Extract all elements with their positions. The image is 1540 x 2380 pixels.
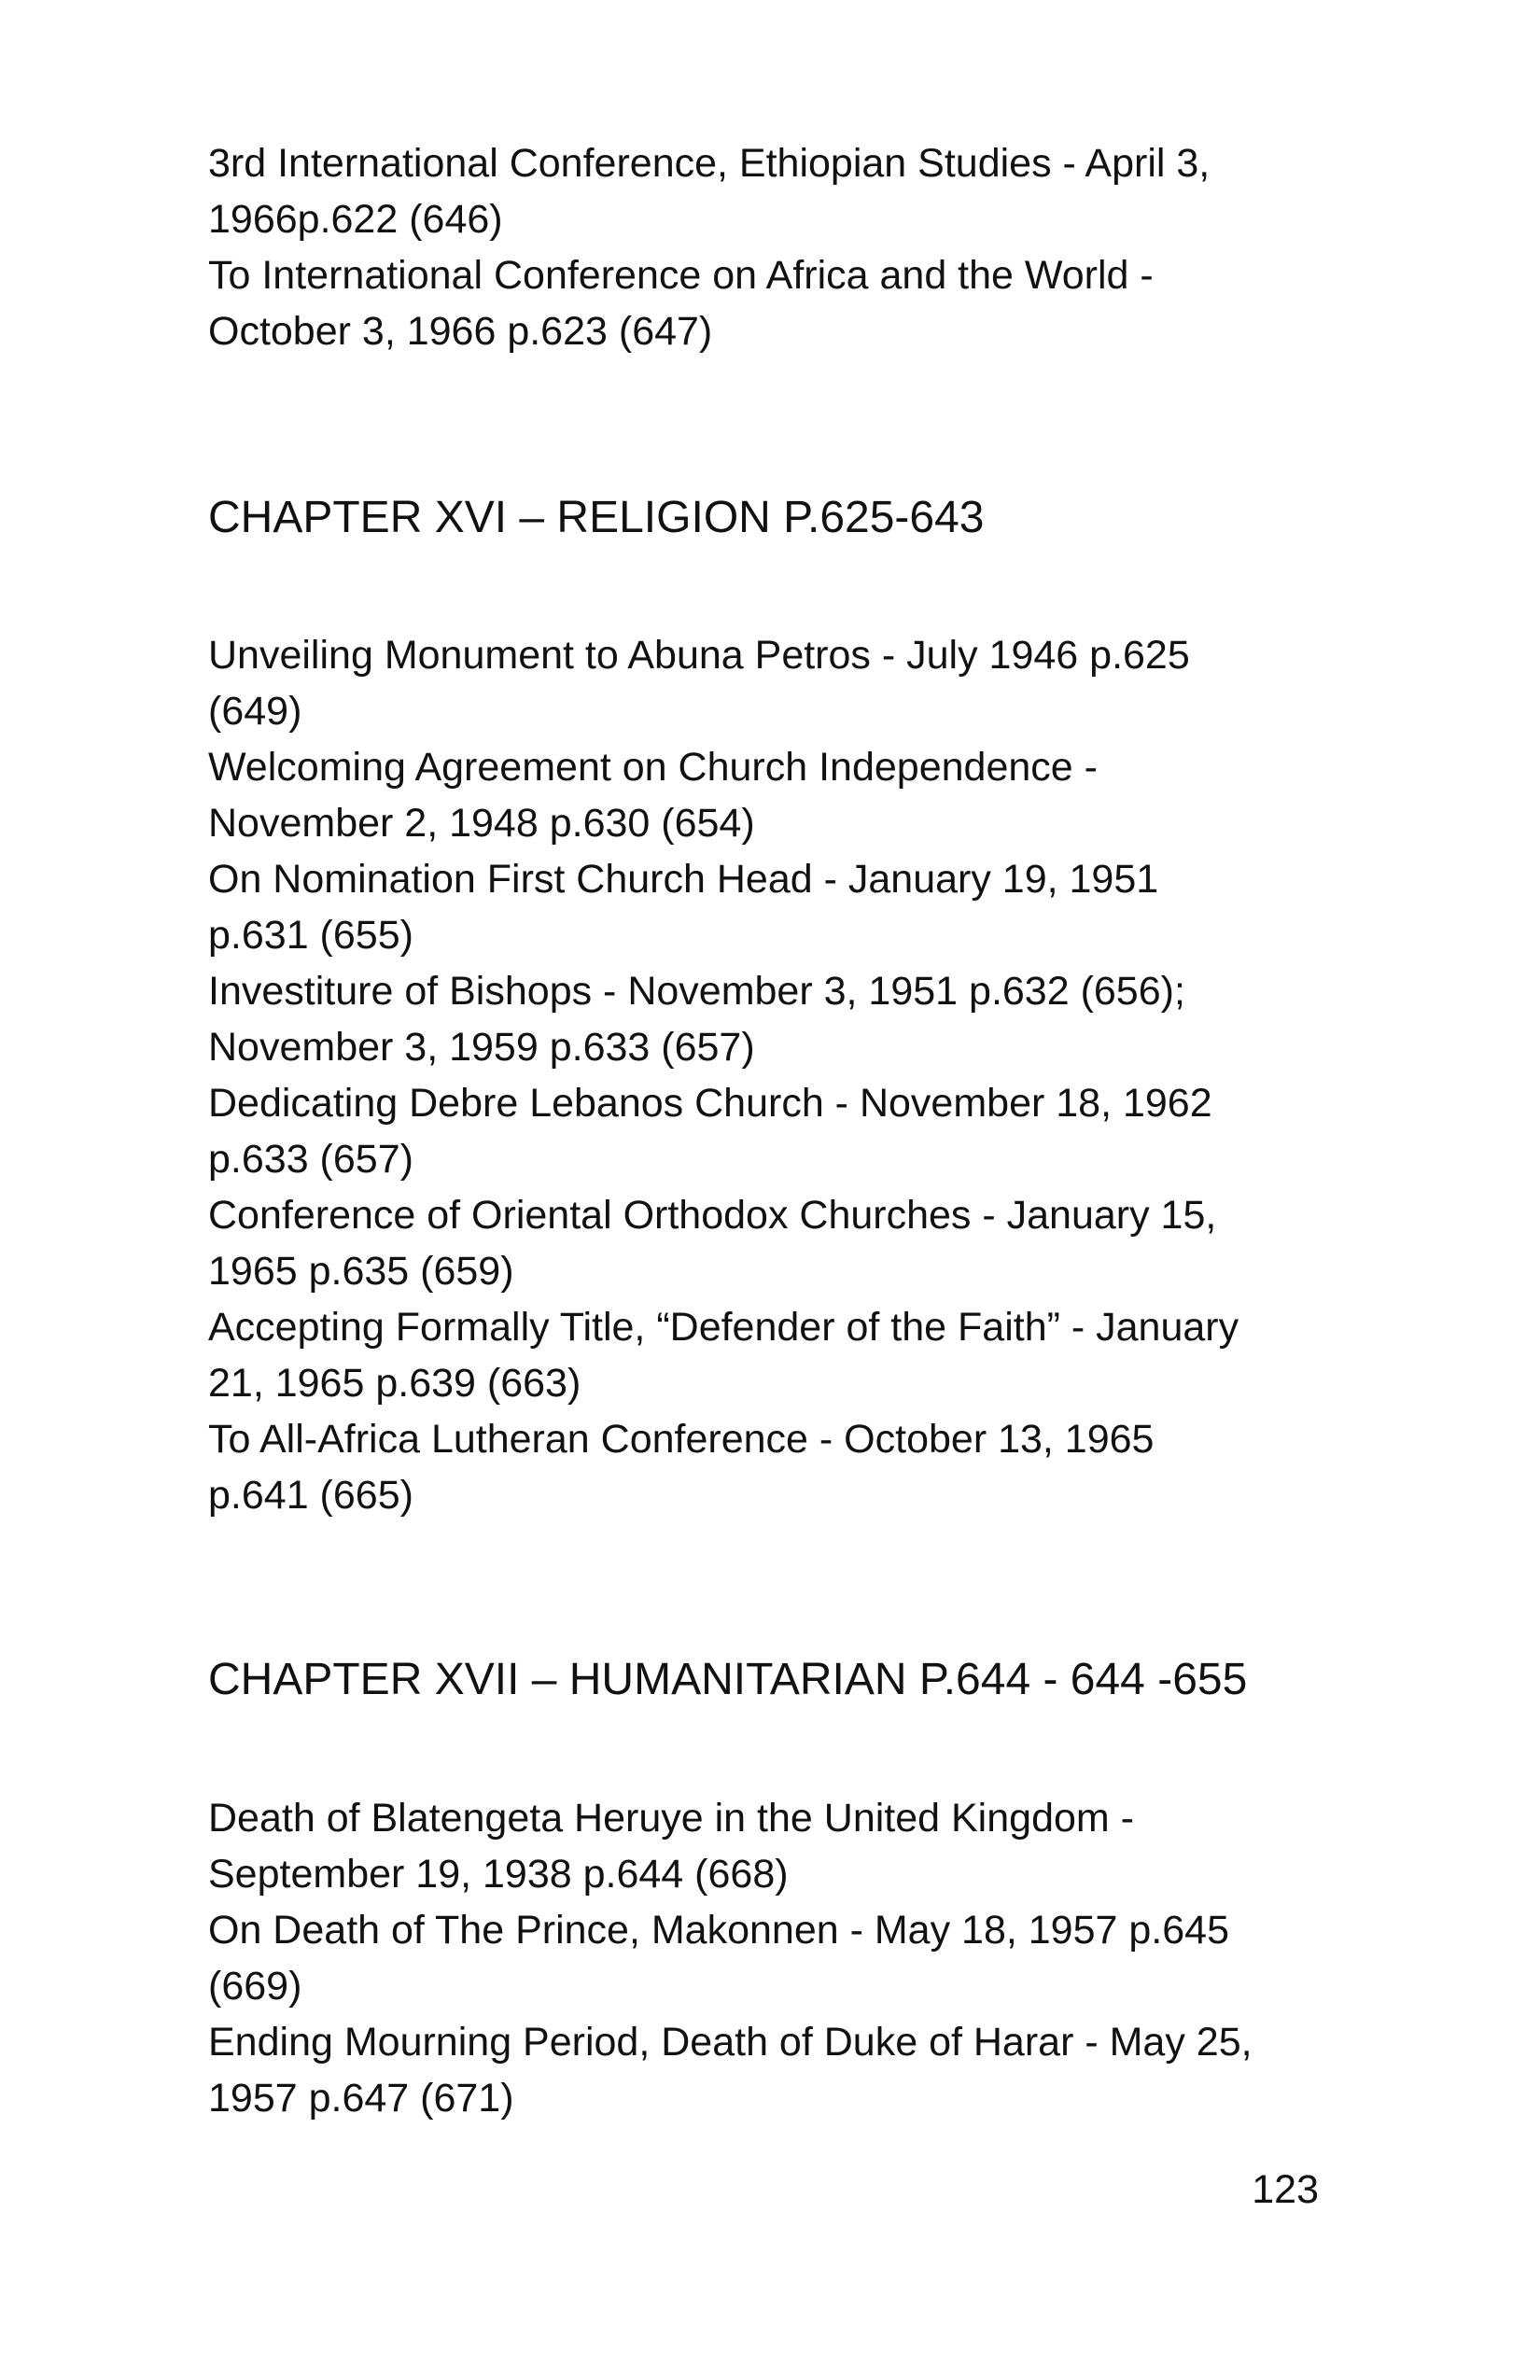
entry-line: Dedicating Debre Lebanos Church - November 18, 1962	[208, 1081, 1212, 1126]
chapter16-entries	[208, 627, 1365, 1523]
entry-line: November 3, 1959 p.633 (657)	[208, 1025, 755, 1070]
entry-line: November 2, 1948 p.630 (654)	[208, 801, 755, 846]
entry-line: On Nomination First Church Head - January 19, 1951	[208, 857, 1159, 902]
entry-line: Death of Blatengeta Heruye in the United Kingdom -	[208, 1796, 1134, 1841]
entry-line: 1957 p.647 (671)	[208, 2076, 514, 2121]
entry-line: (649)	[208, 689, 302, 734]
chapter-heading: CHAPTER XVII – HUMANITARIAN P.644 - 644 -655	[208, 1655, 1248, 1704]
entry-line: October 3, 1966 p.623 (647)	[208, 309, 713, 354]
chapter-heading: CHAPTER XVI – RELIGION P.625-643	[208, 493, 985, 542]
entry-line: (669)	[208, 1964, 302, 2009]
entry-line: Conference of Oriental Orthodox Churches - January 15,	[208, 1193, 1217, 1238]
entry-line: 21, 1965 p.639 (663)	[208, 1361, 581, 1406]
entry-line: 1965 p.635 (659)	[208, 1249, 514, 1294]
entry-line: Welcoming Agreement on Church Independence -	[208, 745, 1098, 790]
entry-line: 3rd International Conference, Ethiopian Studies - April 3,	[208, 141, 1211, 186]
entry-line: September 19, 1938 p.644 (668)	[208, 1852, 789, 1897]
entry-line: On Death of The Prince, Makonnen - May 18, 1957 p.645	[208, 1908, 1229, 1953]
entry-line: Unveiling Monument to Abuna Petros - July 1946 p.625	[208, 633, 1190, 678]
page-number: 123	[1252, 2167, 1319, 2212]
chapter17-entries	[208, 1790, 1365, 2126]
entry-line: To International Conference on Africa and the World -	[208, 253, 1154, 298]
top-entries	[208, 135, 1365, 359]
entry-line: To All-Africa Lutheran Conference - October 13, 1965	[208, 1417, 1155, 1462]
entry-line: Investiture of Bishops - November 3, 1951 p.632 (656);	[208, 969, 1185, 1014]
entry-line: Accepting Formally Title, “Defender of the Faith” - January	[208, 1305, 1239, 1350]
entry-line: p.641 (665)	[208, 1473, 413, 1518]
entry-line: 1966p.622 (646)	[208, 197, 503, 242]
entry-line: p.633 (657)	[208, 1137, 413, 1182]
entry-line: p.631 (655)	[208, 913, 413, 958]
entry-line: Ending Mourning Period, Death of Duke of Harar - May 25,	[208, 2020, 1253, 2065]
